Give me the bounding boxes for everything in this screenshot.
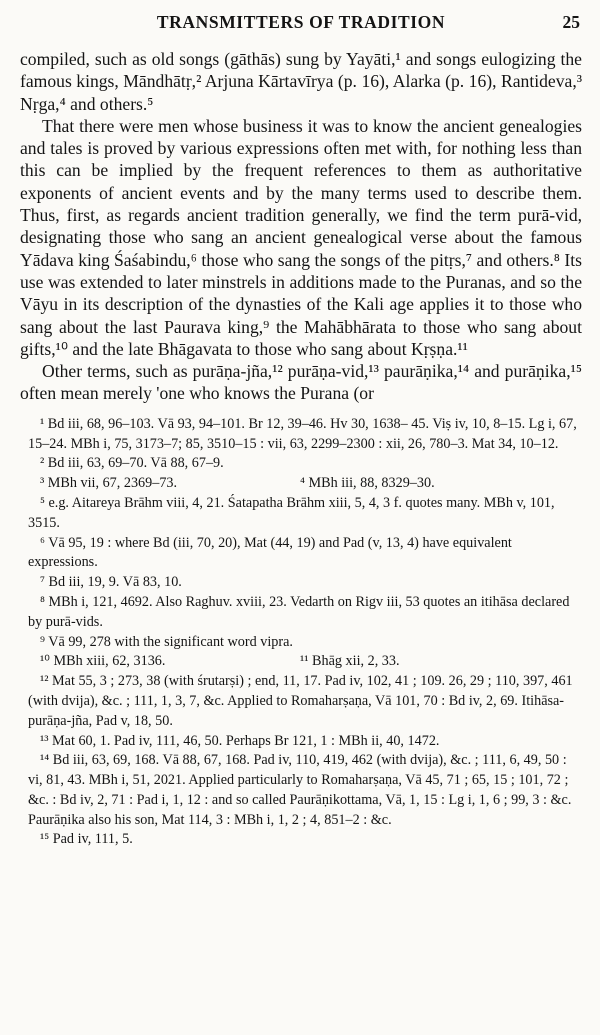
footnote bbox=[28, 415, 582, 455]
text-line: made to the Puranas, and so the Vāyu in its description of the bbox=[20, 271, 583, 315]
footnote-line: to Romaharṣaṇa, Vā 101, 70 : Bd iv, 2, 69. Itihāsa-purāṇa-jña, Pad bbox=[28, 692, 565, 729]
footnote: ³ MBh vii, 67, 2369–73. bbox=[40, 475, 178, 492]
footnote-line: ¹³ Mat 60, 1. Pad iv, 111, 46, 50. Perhaps Br 121, 1 : MBh ii, 40, bbox=[40, 732, 404, 749]
footnote-pair bbox=[28, 474, 582, 494]
text-line: last Paurava king,⁹ the Mahābhārata to those who sang about bbox=[132, 316, 582, 337]
footnote bbox=[28, 454, 582, 474]
footnote-line: ² Bd iii, 63, 69–70. Vā 88, 67–9. bbox=[40, 455, 224, 472]
text-line: by the many terms used to describe them. Thus, first, as regards bbox=[20, 182, 582, 226]
text-line: gifts,¹⁰ and the late Bhāgavata to those who sang about Kṛṣṇa.¹¹ bbox=[20, 338, 468, 359]
page-number: 25 bbox=[562, 12, 580, 32]
footnote-pair bbox=[28, 652, 582, 672]
footnote-line: ¹ Bd iii, 68, 96–103. Vā 93, 94–101. Br 12, 39–46. Hv 30, 1638– bbox=[40, 415, 408, 432]
footnotes bbox=[20, 415, 582, 851]
footnote-line: have equivalent expressions. bbox=[28, 534, 512, 571]
footnote bbox=[28, 732, 582, 752]
text-line: references to them as authoritative exponents of ancient events and bbox=[20, 160, 582, 203]
footnote: ¹⁰ MBh xiii, 62, 3136. bbox=[40, 653, 166, 670]
footnote bbox=[28, 830, 582, 850]
footnote-line: dvija), &c. ; 111, 6, 49, 50 : vi, 81, 43. MBh i, 51, 2021. Applied bbox=[28, 752, 567, 789]
footnote-line: 3510–15 : vii, 63, 2299–2300 : xii, 26, 780–3. Mat 34, 10–12. bbox=[206, 435, 559, 452]
footnote bbox=[28, 672, 582, 731]
footnote-line: 1, 6 ; 99, 3 : &c. Paurāṇika also his son, Mat 114, 3 : MBh i, 1, 2 ; bbox=[28, 791, 572, 828]
text-line: Other terms, such as purāṇa-jña,¹² purāṇa-vid,¹³ paurāṇika,¹⁴ and bbox=[42, 361, 500, 382]
footnote-line: ¹⁴ Bd iii, 63, 69, 168. Vā 88, 67, 168. Pad iv, 110, 419, 462 (with bbox=[40, 752, 407, 769]
footnote-line: particularly to Romaharṣaṇa, Vā 45, 71 ; 65, 15 ; 101, 72 ; &c. : Bd iv, bbox=[28, 772, 569, 808]
footnote-line: ⁹ Vā 99, 278 with the significant word vipra. bbox=[40, 633, 293, 650]
text-line: purāṇika,¹⁵ often mean merely 'one who knows the Purana (or bbox=[20, 361, 582, 404]
main-text bbox=[20, 48, 582, 405]
paragraph bbox=[20, 360, 582, 405]
text-line: (p. 16), Alarka (p. 16), Rantideva,³ Nṛga,⁴ and others.⁵ bbox=[20, 71, 583, 114]
footnote: ¹¹ Bhāg xii, 2, 33. bbox=[300, 653, 400, 670]
footnote-line: ⁶ Vā 95, 19 : where Bd (iii, 70, 20), Mat (44, 19) and Pad (v, 13, 4) bbox=[40, 534, 419, 551]
text-line: with, for nothing less than this can be implied by the frequent bbox=[20, 138, 582, 181]
text-line: dynasties of the Kali age applies it to those who sang about the bbox=[20, 294, 582, 337]
text-line: That there were men whose business it was to know the ancient bbox=[42, 115, 495, 136]
footnote bbox=[28, 751, 582, 830]
text-line: compiled, such as old songs (gāthās) sung by Yayāti,¹ and songs bbox=[20, 49, 477, 69]
footnote-line: 2, 71 : Pad i, 1, 12 : and so called Paurāṇikottama, Vā, 1, 15 : Lg i, bbox=[97, 791, 476, 808]
running-title: TRANSMITTERS OF TRADITION bbox=[156, 12, 446, 32]
text-line: Yādava king Śaśabindu,⁶ those who sang the songs of the pitṛs,⁷ bbox=[20, 249, 472, 270]
text-line: those who sang an ancient genealogical verse about the famous bbox=[108, 227, 582, 248]
footnote-line: ⁷ Bd iii, 19, 9. Vā 83, 10. bbox=[40, 574, 182, 591]
page-header bbox=[20, 8, 582, 36]
footnote-line: v, 18, 50. bbox=[120, 712, 173, 729]
footnote-line: 1472. bbox=[407, 732, 440, 749]
paragraph bbox=[20, 115, 582, 360]
text-line: eulogizing the famous kings, Māndhātṛ,² Arjuna Kārtavīrya bbox=[20, 49, 582, 92]
text-line: and others.⁸ Its use was extended to later minstrels in additions bbox=[20, 249, 583, 292]
footnote bbox=[28, 534, 582, 574]
footnote bbox=[28, 573, 582, 593]
footnote-line: ⁵ e.g. Aitareya Brāhm viii, 4, 21. Śatapatha Brāhm xiii, 5, 4, 3 f. bbox=[40, 494, 402, 511]
footnote-line: ¹⁵ Pad iv, 111, 5. bbox=[40, 831, 133, 848]
text-line: genealogies and tales is proved by various expressions often met bbox=[20, 115, 582, 159]
footnote-line: 4, 851–2 : &c. bbox=[310, 811, 392, 828]
footnote-line: ¹² Mat 55, 3 ; 273, 38 (with śrutarṣi) ; end, 11, 17. Pad iv, 102, 41 ; bbox=[40, 673, 417, 690]
paragraph bbox=[20, 48, 582, 115]
footnote bbox=[28, 494, 582, 534]
footnote-line: 109. 26, 29 ; 110, 397, 461 (with dvija), &c. ; 111, 1, 3, 7, &c. Applied bbox=[28, 673, 573, 709]
footnote-line: ⁸ MBh i, 121, 4692. Also Raghuv. xviii, 23. Vedarth on Rigv iii, 53 bbox=[40, 593, 420, 610]
text-line: ancient tradition generally, we find the term purā-vid, designating bbox=[20, 205, 583, 248]
footnote-line: 45. Viṣ iv, 10, 8–15. Lg i, 67, 15–24. MBh i, 75, 3173–7; 85, bbox=[28, 415, 577, 452]
footnote-line: quotes many. MBh v, 101, 3515. bbox=[28, 494, 555, 531]
footnote-line: quotes an itihāsa declared by purā-vids. bbox=[28, 593, 570, 630]
footnote: ⁴ MBh iii, 88, 8329–30. bbox=[300, 475, 435, 492]
footnote bbox=[28, 633, 582, 653]
footnote bbox=[28, 593, 582, 633]
